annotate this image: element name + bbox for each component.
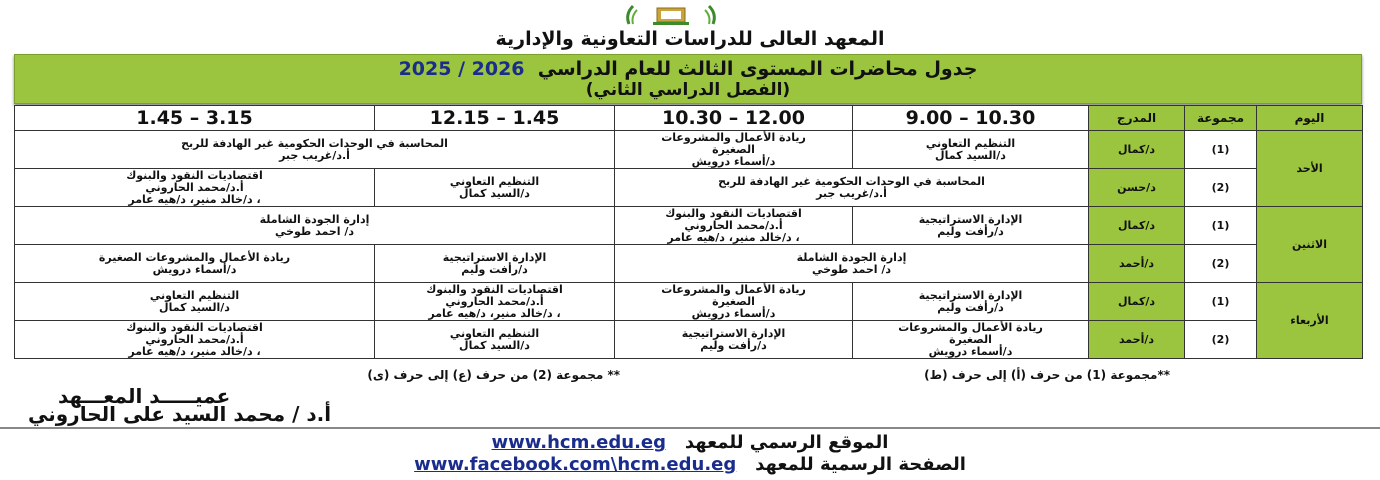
lecturer-name: أ.د/محمد الحاروني [145,332,244,346]
course-name: التنظيم التعاوني [449,174,540,188]
lecture-cell [15,131,615,169]
website-label: الموقع الرسمي للمعهد [684,432,889,453]
header-slot-4: 1.45 – 3.15 [15,106,375,131]
schedule-table [14,105,1363,359]
lecturer-name: د/رأفت وليم [461,262,528,276]
note-group-2: ** مجموعة (2) من حرف (ع) إلى حرف (ى) [367,368,620,382]
footer-facebook [0,454,1380,475]
table-row [15,169,1363,207]
table-row [15,207,1363,245]
course-name: التنظيم التعاوني [925,136,1016,150]
lecturer-name: د/السيد كمال [459,186,530,200]
header-slot-1: 9.00 – 10.30 [853,106,1089,131]
day-cell-sunday: الأحد [1257,131,1363,207]
table-row [15,245,1363,283]
course-name: اقتصاديات النقود والبنوك [426,282,563,296]
day-cell-wednesday: الأربعاء [1257,283,1363,359]
schedule-title [15,58,1361,80]
note-group-1: **مجموعة (1) من حرف (أ) إلى حرف (ط) [924,368,1170,382]
lecturer-name: د/رأفت وليم [700,338,767,352]
facebook-label: الصفحة الرسمية للمعهد [755,454,966,475]
group-cell: (2) [1185,169,1257,207]
course-name: ريادة الأعمال والمشروعات الصغيرة [98,250,291,264]
lecture-cell [615,131,853,169]
lecturer-name: أ.د/غريب جبر [279,148,350,162]
lecture-cell [15,283,375,321]
lecturer-name-cont: ، د/خالد منير، د/هيه عامر [428,306,561,320]
dean-title: عميـــــد المعـــهد [58,384,231,408]
hall-cell: د/كمال [1089,283,1185,321]
lecturer-name-cont: ، د/خالد منير، د/هيه عامر [128,344,261,358]
group-cell: (1) [1185,207,1257,245]
course-name: إدارة الجودة الشاملة [796,250,907,264]
semester-label: (الفصل الدراسي الثاني) [585,80,791,100]
course-name-cont: الصغيرة [712,294,755,308]
course-name: إدارة الجودة الشاملة [259,212,370,226]
group-cell: (1) [1185,131,1257,169]
lecture-cell [15,207,615,245]
header-slot-3: 12.15 – 1.45 [375,106,615,131]
lecturer-name-cont: ، د/خالد منير، د/هيه عامر [128,192,261,206]
lecturer-name: د/أسماء درويش [691,154,776,168]
table-header-row [15,106,1363,131]
hall-cell: د/كمال [1089,131,1185,169]
group-cell: (1) [1185,283,1257,321]
header-day: اليوم [1257,106,1363,131]
hall-cell: د/أحمد [1089,245,1185,283]
header-group: مجموعة [1185,106,1257,131]
course-name: الإدارة الاستراتيجية [681,326,786,340]
lecturer-name: د/السيد كمال [459,338,530,352]
lecture-cell [15,321,375,359]
course-name: الإدارة الاستراتيجية [442,250,547,264]
lecturer-name: د/رأفت وليم [937,300,1004,314]
lecture-cell [853,207,1089,245]
lecturer-name: أ.د/غريب جبر [816,186,887,200]
website-link[interactable]: www.hcm.edu.eg [491,432,667,453]
header-slot-2: 10.30 – 12.00 [615,106,853,131]
lecturer-name: أ.د/محمد الحاروني [684,218,783,232]
lecture-cell [615,321,853,359]
lecture-cell [375,169,615,207]
dean-name: أ.د / محمد السيد على الحاروني [28,402,332,426]
lecture-cell [853,283,1089,321]
group-cell: (2) [1185,245,1257,283]
lecture-cell [375,321,615,359]
facebook-link[interactable]: www.facebook.com\hcm.edu.eg [414,454,737,475]
day-cell-monday: الاثنين [1257,207,1363,283]
lecturer-name: د/أسماء درويش [152,262,237,276]
table-row [15,131,1363,169]
schedule-title-prefix: جدول محاضرات المستوى الثالث للعام الدراسي [537,58,978,80]
lecture-cell [615,245,1089,283]
lecture-cell [615,169,1089,207]
course-name-cont: الصغيرة [712,142,755,156]
hall-cell: د/حسن [1089,169,1185,207]
institute-name: المعهد العالى للدراسات التعاونية والإدارية [495,28,885,50]
academic-year: 2025 / 2026 [398,58,525,80]
course-name: ريادة الأعمال والمشروعات [898,320,1043,334]
lecturer-name-cont: ، د/خالد منير، د/هيه عامر [667,230,800,244]
lecturer-name: د/ احمد طوخي [274,224,355,238]
group-cell: (2) [1185,321,1257,359]
table-row [15,283,1363,321]
course-name: اقتصاديات النقود والبنوك [665,206,802,220]
course-name: الإدارة الاستراتيجية [918,212,1023,226]
course-name: المحاسبة في الوحدات الحكومية غير الهادفة للربح [181,136,448,150]
institute-logo-icon [623,2,719,28]
lecture-cell [15,245,375,283]
lecturer-name: د/أسماء درويش [691,306,776,320]
lecturer-name: د/السيد كمال [935,148,1006,162]
course-name-cont: الصغيرة [949,332,992,346]
lecture-cell [375,245,615,283]
course-name: ريادة الأعمال والمشروعات [661,130,806,144]
lecturer-name: د/أسماء درويش [928,344,1013,358]
lecture-cell [615,207,853,245]
footer-divider [0,427,1380,429]
lecture-cell [853,131,1089,169]
hall-cell: د/أحمد [1089,321,1185,359]
lecture-cell [375,283,615,321]
lecturer-name: د/ احمد طوخي [811,262,892,276]
course-name: المحاسبة في الوحدات الحكومية غير الهادفة للربح [718,174,985,188]
lecture-cell [853,321,1089,359]
lecturer-name: أ.د/محمد الحاروني [145,180,244,194]
course-name: ريادة الأعمال والمشروعات [661,282,806,296]
course-name: التنظيم التعاوني [449,326,540,340]
lecture-cell [15,169,375,207]
course-name: اقتصاديات النقود والبنوك [126,168,263,182]
lecturer-name: د/السيد كمال [159,300,230,314]
hall-cell: د/كمال [1089,207,1185,245]
schedule-title-banner [14,54,1362,104]
footer-website [0,432,1380,453]
header-hall: المدرج [1089,106,1185,131]
course-name: الإدارة الاستراتيجية [918,288,1023,302]
table-row [15,321,1363,359]
lecturer-name: أ.د/محمد الحاروني [445,294,544,308]
course-name: التنظيم التعاوني [149,288,240,302]
lecturer-name: د/رأفت وليم [937,224,1004,238]
course-name: اقتصاديات النقود والبنوك [126,320,263,334]
lecture-cell [615,283,853,321]
